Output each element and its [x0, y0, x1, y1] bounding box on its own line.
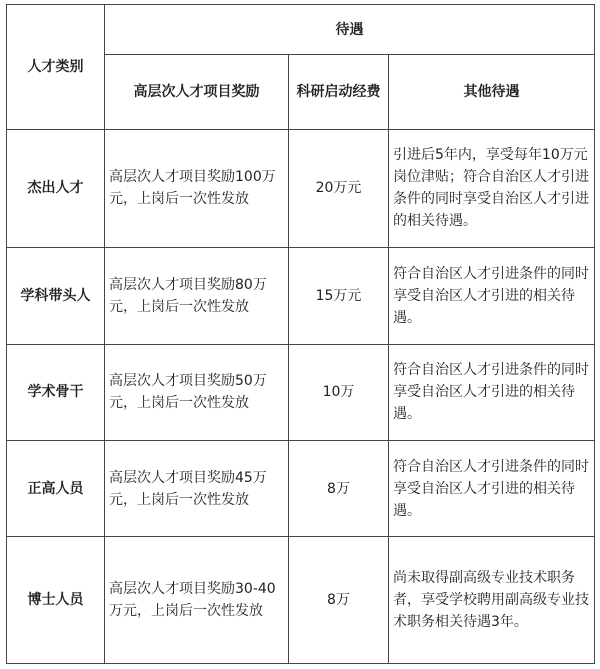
- funding-cell: 8万: [289, 440, 389, 536]
- table-row: [7, 344, 595, 440]
- other-cell: 尚未取得副高级专业技术职务者，享受学校聘用副高级专业技术职务相关待遇3年。: [389, 537, 595, 664]
- category-cell: 杰出人才: [7, 129, 105, 248]
- category-cell: 正高人员: [7, 440, 105, 536]
- funding-cell: 8万: [289, 537, 389, 664]
- other-cell: 引进后5年内，享受每年10万元岗位津贴；符合自治区人才引进条件的同时享受自治区人才引进的相关待遇。: [389, 129, 595, 248]
- table-row: [7, 248, 595, 344]
- category-cell: 学科带头人: [7, 248, 105, 344]
- other-cell: 符合自治区人才引进条件的同时享受自治区人才引进的相关待遇。: [389, 248, 595, 344]
- table-row: [7, 129, 595, 248]
- award-cell: 高层次人才项目奖励100万元，上岗后一次性发放: [105, 129, 289, 248]
- award-cell: 高层次人才项目奖励80万元，上岗后一次性发放: [105, 248, 289, 344]
- table-row: [7, 537, 595, 664]
- other-column-header: 其他待遇: [389, 55, 595, 129]
- funding-column-header: 科研启动经费: [289, 55, 389, 129]
- funding-cell: 15万元: [289, 248, 389, 344]
- table-row: [7, 440, 595, 536]
- other-cell: 符合自治区人才引进条件的同时享受自治区人才引进的相关待遇。: [389, 440, 595, 536]
- benefits-table: [6, 4, 595, 664]
- category-cell: 学术骨干: [7, 344, 105, 440]
- funding-cell: 20万元: [289, 129, 389, 248]
- award-cell: 高层次人才项目奖励30-40万元，上岗后一次性发放: [105, 537, 289, 664]
- category-header: 人才类别: [7, 5, 105, 130]
- award-column-header: 高层次人才项目奖励: [105, 55, 289, 129]
- award-cell: 高层次人才项目奖励50万元，上岗后一次性发放: [105, 344, 289, 440]
- other-cell: 符合自治区人才引进条件的同时享受自治区人才引进的相关待遇。: [389, 344, 595, 440]
- benefits-group-header: 待遇: [105, 5, 595, 55]
- header-row-1: [7, 5, 595, 55]
- category-cell: 博士人员: [7, 537, 105, 664]
- funding-cell: 10万: [289, 344, 389, 440]
- award-cell: 高层次人才项目奖励45万元，上岗后一次性发放: [105, 440, 289, 536]
